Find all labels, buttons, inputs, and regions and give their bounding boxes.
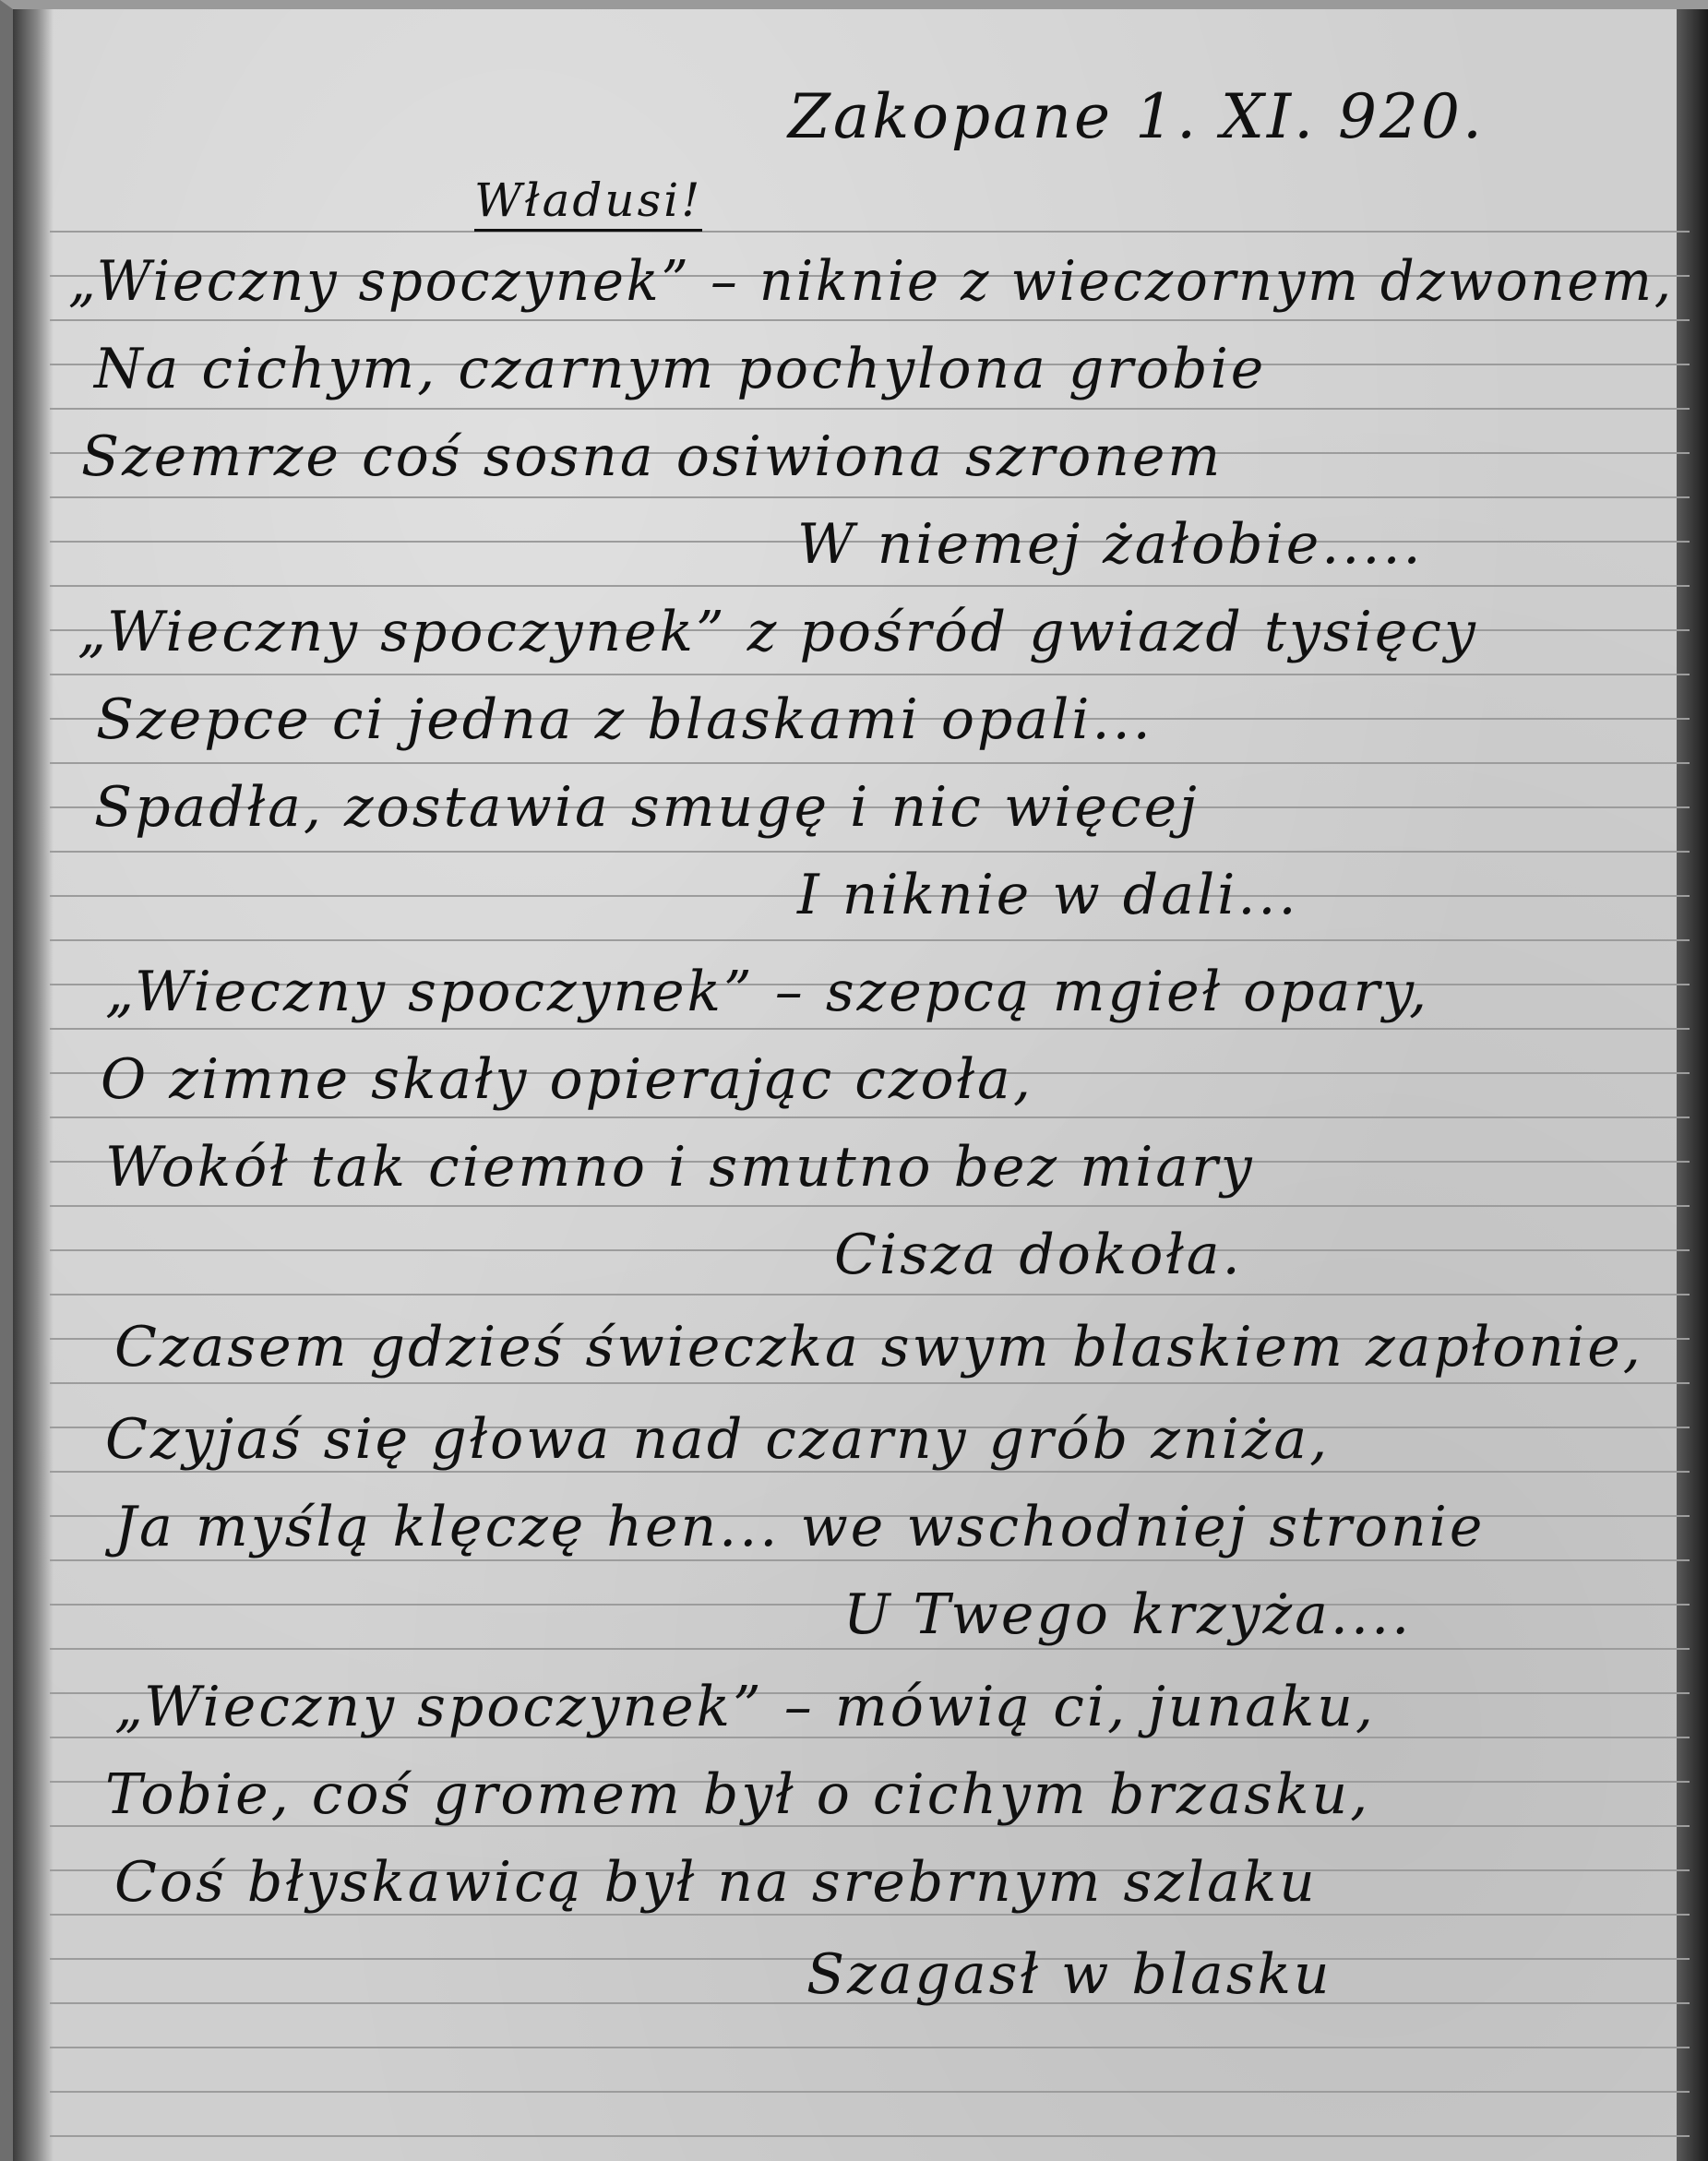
poem-line: „Wieczny spoczynek” – niknie z wieczornym dzwonem, — [68, 249, 1674, 314]
poem-line: „Wieczny spoczynek” z pośród gwiazd tysięcy — [78, 600, 1478, 664]
poem-line: Tobie, coś gromem był o cichym brzasku, — [105, 1762, 1371, 1827]
letter-dedication: Władusi! — [474, 173, 702, 232]
poem-line: O zimne skały opierając czoła, — [101, 1047, 1033, 1112]
poem-line: Czasem gdzieś świeczka swym blaskiem zapłonie, — [114, 1315, 1643, 1379]
poem-line: Szemrze coś sosna osiwiona szronem — [81, 424, 1224, 489]
poem-line: Ja myślą klęczę hen... we wschodniej stronie — [114, 1495, 1486, 1559]
poem-refrain: U Twego krzyża.... — [843, 1582, 1413, 1647]
poem-refrain: W niemej żałobie..... — [797, 512, 1424, 577]
poem-refrain: I niknie w dali... — [797, 863, 1299, 927]
poem-line: Wokół tak ciemno i smutno bez miary — [105, 1135, 1255, 1200]
poem-line: Na cichym, czarnym pochylona grobie — [94, 337, 1267, 401]
poem-line: „Wieczny spoczynek” – szepcą mgieł opary, — [105, 960, 1430, 1024]
poem-line: „Wieczny spoczynek” – mówią ci, junaku, — [114, 1675, 1376, 1739]
poem-refrain: Cisza dokoła. — [834, 1223, 1243, 1287]
poem-line: Spadła, zostawia smugę i nic więcej — [94, 775, 1200, 840]
poem-line: Szepce ci jedna z blaskami opali... — [96, 687, 1153, 752]
letter-content — [13, 9, 1708, 2161]
poem-refrain: Szagasł w blasku — [806, 1942, 1332, 2007]
poem-line: Czyjaś się głowa nad czarny grób zniża, — [105, 1407, 1331, 1472]
poem-line: Coś błyskawicą był na srebrnym szlaku — [114, 1850, 1318, 1915]
letter-date: Zakopane 1. XI. 920. — [788, 81, 1485, 152]
